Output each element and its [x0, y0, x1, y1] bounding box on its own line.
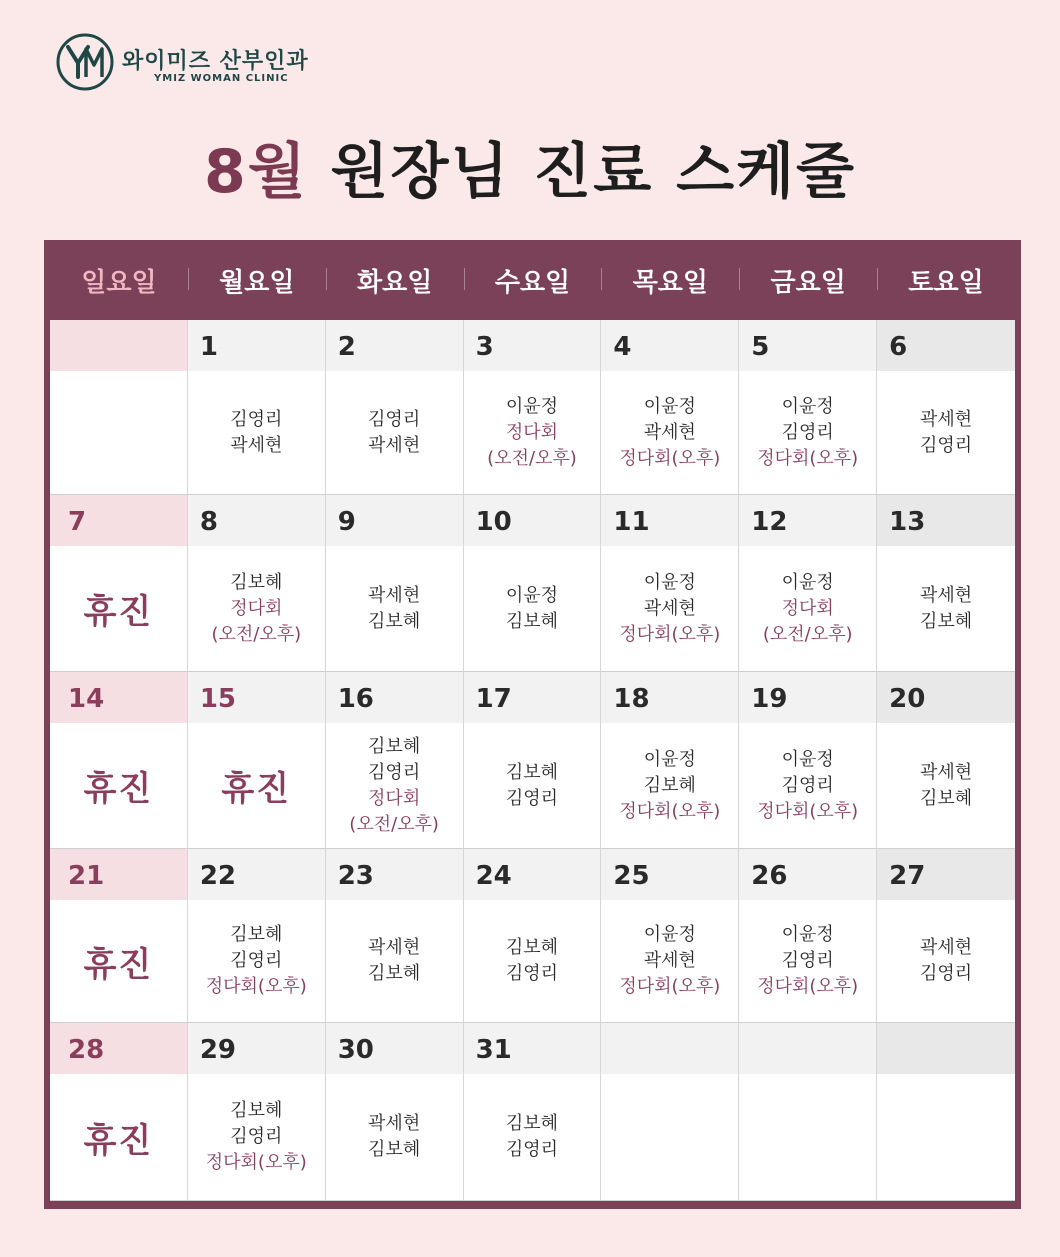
day-number: 21	[68, 861, 105, 891]
day-schedule	[188, 1074, 325, 1200]
day-header-bar	[50, 849, 187, 900]
doctor-name: 곽세현	[368, 937, 421, 958]
doctor-name: (오전/오후)	[211, 623, 302, 645]
doctor-name: 김보혜	[505, 761, 559, 783]
day-schedule	[188, 900, 325, 1022]
day-schedule	[601, 1074, 738, 1200]
title-text: 원장님 진료 스케줄	[307, 137, 857, 207]
weekday-label: 화요일	[326, 240, 464, 320]
doctor-name: 곽세현	[919, 408, 973, 430]
doctor-name: 곽세현	[368, 434, 421, 456]
day-cell	[50, 849, 188, 1023]
day-cell	[464, 320, 602, 495]
day-header-bar	[464, 672, 601, 723]
doctor-name: 곽세현	[230, 434, 283, 456]
day-number: 1	[199, 332, 218, 362]
clinic-logo	[56, 33, 356, 95]
doctor-name: 곽세현	[643, 950, 696, 971]
doctor-name: 김영리	[505, 1139, 559, 1160]
day-cell	[464, 495, 602, 672]
day-header-bar	[877, 495, 1015, 546]
doctor-name: 김영리	[919, 963, 973, 984]
day-number: 19	[751, 684, 788, 714]
doctor-name: 정다회(오후)	[757, 976, 859, 997]
day-cell	[50, 672, 188, 849]
day-cell	[326, 1023, 464, 1201]
day-schedule	[50, 1074, 187, 1200]
day-cell	[326, 495, 464, 672]
doctor-name: 이윤정	[643, 395, 696, 417]
day-schedule	[326, 1074, 463, 1200]
day-number: 25	[613, 861, 650, 891]
doctor-name: 곽세현	[919, 584, 973, 606]
day-cell	[739, 320, 877, 495]
day-number: 24	[475, 861, 512, 891]
doctor-name: 정다회	[781, 597, 834, 619]
day-schedule	[326, 723, 463, 848]
doctor-name: 김영리	[230, 408, 283, 430]
day-cell	[601, 320, 739, 495]
day-number: 11	[613, 507, 650, 537]
weekday-label: 수요일	[464, 240, 602, 320]
day-header-bar	[326, 495, 463, 546]
doctor-name: 김보혜	[505, 1113, 559, 1134]
day-number: 2	[337, 332, 356, 362]
day-cell	[739, 495, 877, 672]
day-schedule	[739, 546, 876, 671]
day-number: 27	[889, 861, 926, 891]
day-header-bar	[326, 320, 463, 371]
day-schedule	[464, 723, 601, 848]
day-schedule	[601, 723, 738, 848]
doctor-name: 정다회(오후)	[205, 1152, 307, 1173]
day-number: 28	[68, 1035, 105, 1065]
doctor-name: 이윤정	[505, 584, 559, 606]
doctor-name: 김보혜	[230, 1100, 283, 1121]
doctor-name: 정다회	[368, 787, 421, 809]
doctor-name: 곽세현	[643, 421, 696, 443]
doctor-name: 곽세현	[919, 761, 973, 783]
doctor-name: 정다회(오후)	[619, 800, 721, 822]
day-cell	[877, 320, 1015, 495]
day-schedule	[464, 371, 601, 494]
doctor-name: 김보혜	[368, 963, 421, 984]
day-number: 6	[889, 332, 908, 362]
day-number: 12	[751, 507, 788, 537]
doctor-name: 이윤정	[781, 395, 834, 417]
day-header-bar	[877, 1023, 1015, 1074]
doctor-name: 김보혜	[643, 774, 696, 796]
day-schedule	[739, 1074, 876, 1200]
doctor-name: 정다회(오후)	[619, 976, 721, 997]
day-cell	[464, 849, 602, 1023]
doctor-name: 정다회(오후)	[619, 447, 721, 469]
closed-label: 휴진	[221, 769, 292, 809]
day-schedule	[188, 371, 325, 494]
day-cell	[326, 320, 464, 495]
day-schedule	[464, 546, 601, 671]
day-schedule	[739, 371, 876, 494]
schedule-calendar	[44, 240, 1021, 1209]
doctor-name: 이윤정	[643, 924, 696, 945]
day-cell	[739, 1023, 877, 1201]
day-cell	[50, 495, 188, 672]
doctor-name: 김영리	[781, 421, 834, 443]
day-schedule	[326, 546, 463, 671]
day-header-bar	[188, 320, 325, 371]
day-number: 7	[68, 507, 87, 537]
day-schedule	[50, 900, 187, 1022]
doctor-name: 정다회(오후)	[619, 623, 721, 645]
day-header-bar	[326, 1023, 463, 1074]
doctor-name: 정다회	[505, 421, 559, 443]
closed-label: 휴진	[83, 769, 154, 809]
day-cell	[877, 672, 1015, 849]
day-number: 22	[199, 861, 237, 891]
day-cell	[50, 320, 188, 495]
clinic-name-en: YMIZ WOMAN CLINIC	[154, 73, 289, 84]
day-header-bar	[601, 495, 738, 546]
day-schedule	[50, 723, 187, 848]
day-schedule	[739, 900, 876, 1022]
day-schedule	[877, 723, 1015, 848]
doctor-name: 이윤정	[781, 748, 834, 770]
doctor-name: 김영리	[505, 787, 559, 809]
doctor-name: 김영리	[505, 963, 559, 984]
day-header-bar	[326, 849, 463, 900]
doctor-name: 김보혜	[919, 787, 973, 809]
doctor-name: 이윤정	[643, 571, 696, 593]
day-header-bar	[188, 849, 325, 900]
weekday-label: 금요일	[739, 240, 877, 320]
clinic-name: 와이미즈 산부인과	[122, 49, 309, 74]
weekday-label: 일요일	[81, 267, 157, 298]
day-number: 30	[337, 1035, 374, 1065]
doctor-name: 김영리	[781, 950, 834, 971]
day-schedule	[326, 371, 463, 494]
day-header-bar	[188, 672, 325, 723]
doctor-name: 김영리	[368, 408, 421, 430]
day-cell	[326, 672, 464, 849]
doctor-name: (오전/오후)	[487, 447, 577, 469]
weekday-header	[50, 240, 1015, 320]
day-number: 26	[751, 861, 788, 891]
day-number: 16	[337, 684, 374, 714]
doctor-name: 정다회(오후)	[757, 800, 859, 822]
day-number: 8	[199, 507, 218, 537]
doctor-name: 김영리	[368, 761, 421, 783]
day-cell	[877, 1023, 1015, 1201]
day-header-bar	[50, 320, 187, 371]
day-header-bar	[50, 1023, 187, 1074]
day-header-bar	[464, 849, 601, 900]
day-number: 20	[889, 684, 926, 714]
day-schedule	[877, 900, 1015, 1022]
day-cell	[601, 672, 739, 849]
day-number: 14	[68, 684, 105, 714]
day-header-bar	[601, 672, 738, 723]
doctor-name: 김보혜	[919, 610, 973, 632]
day-header-bar	[739, 320, 876, 371]
day-schedule	[601, 900, 738, 1022]
doctor-name: 김보혜	[505, 937, 559, 958]
day-cell	[877, 849, 1015, 1023]
page-title	[0, 124, 1060, 210]
day-header-bar	[326, 672, 463, 723]
day-header-bar	[601, 849, 738, 900]
weekday-label: 월요일	[188, 240, 326, 320]
doctor-name: 김영리	[919, 434, 973, 456]
day-schedule	[188, 546, 325, 671]
day-cell	[188, 320, 326, 495]
doctor-name: 김보혜	[368, 735, 421, 757]
day-header-bar	[188, 495, 325, 546]
doctor-name: 이윤정	[643, 748, 696, 770]
closed-label: 휴진	[83, 592, 154, 632]
doctor-name: 김보혜	[505, 610, 559, 632]
doctor-name: 곽세현	[643, 597, 696, 619]
doctor-name: 곽세현	[368, 1113, 421, 1134]
day-header-bar	[739, 1023, 876, 1074]
day-schedule	[877, 1074, 1015, 1200]
closed-label: 휴진	[83, 1120, 154, 1161]
day-number: 31	[475, 1035, 512, 1065]
day-cell	[50, 1023, 188, 1201]
day-header-bar	[464, 320, 601, 371]
doctor-name: 김보혜	[230, 924, 283, 945]
day-cell	[326, 849, 464, 1023]
day-cell	[464, 672, 602, 849]
ym-logo-icon	[56, 33, 114, 91]
doctor-name: 정다회(오후)	[757, 447, 859, 469]
day-header-bar	[50, 495, 187, 546]
doctor-name: 김보혜	[230, 571, 283, 593]
day-number: 13	[889, 507, 926, 537]
day-number: 17	[475, 684, 512, 714]
day-cell	[601, 495, 739, 672]
day-header-bar	[739, 495, 876, 546]
doctor-name: 김영리	[230, 950, 283, 971]
doctor-name: 정다회	[230, 597, 283, 619]
day-number: 10	[475, 507, 512, 537]
day-header-bar	[188, 1023, 325, 1074]
doctor-name: 이윤정	[781, 924, 834, 945]
day-schedule	[326, 900, 463, 1022]
day-schedule	[464, 900, 601, 1022]
title-month: 8월	[203, 137, 308, 207]
day-number: 18	[613, 684, 650, 714]
day-schedule	[601, 371, 738, 494]
closed-label: 휴진	[83, 944, 154, 985]
doctor-name: 곽세현	[919, 937, 973, 958]
day-cell	[188, 1023, 326, 1201]
day-schedule	[739, 723, 876, 848]
day-header-bar	[877, 672, 1015, 723]
calendar-grid	[50, 320, 1015, 1201]
day-header-bar	[601, 1023, 738, 1074]
doctor-name: (오전/오후)	[762, 623, 853, 645]
day-cell	[739, 849, 877, 1023]
day-cell	[188, 495, 326, 672]
day-schedule	[50, 546, 187, 671]
doctor-name: 김보혜	[368, 610, 421, 632]
day-cell	[877, 495, 1015, 672]
doctor-name: 이윤정	[781, 571, 834, 593]
day-schedule	[188, 723, 325, 848]
doctor-name: 김영리	[230, 1126, 283, 1147]
day-header-bar	[739, 672, 876, 723]
day-schedule	[601, 546, 738, 671]
day-number: 3	[475, 332, 494, 362]
day-cell	[601, 1023, 739, 1201]
day-number: 15	[199, 684, 237, 714]
day-number: 29	[199, 1035, 237, 1065]
day-schedule	[877, 546, 1015, 671]
day-cell	[188, 849, 326, 1023]
day-schedule	[464, 1074, 601, 1200]
day-schedule	[877, 371, 1015, 494]
day-number: 9	[337, 507, 356, 537]
day-number: 4	[613, 332, 632, 362]
day-header-bar	[877, 320, 1015, 371]
day-schedule	[50, 371, 187, 494]
day-number: 23	[337, 861, 374, 891]
weekday-label: 토요일	[877, 240, 1015, 320]
day-header-bar	[464, 1023, 601, 1074]
day-header-bar	[877, 849, 1015, 900]
doctor-name: 김영리	[781, 774, 834, 796]
doctor-name: 곽세현	[368, 584, 421, 606]
day-cell	[464, 1023, 602, 1201]
doctor-name: 정다회(오후)	[205, 976, 307, 997]
day-number: 5	[751, 332, 770, 362]
day-header-bar	[50, 672, 187, 723]
weekday-label: 목요일	[601, 240, 739, 320]
day-header-bar	[739, 849, 876, 900]
day-cell	[601, 849, 739, 1023]
day-header-bar	[601, 320, 738, 371]
doctor-name: 김보혜	[368, 1139, 421, 1160]
doctor-name: 이윤정	[505, 395, 559, 417]
doctor-name: (오전/오후)	[349, 813, 439, 835]
day-header-bar	[464, 495, 601, 546]
day-cell	[188, 672, 326, 849]
day-cell	[739, 672, 877, 849]
